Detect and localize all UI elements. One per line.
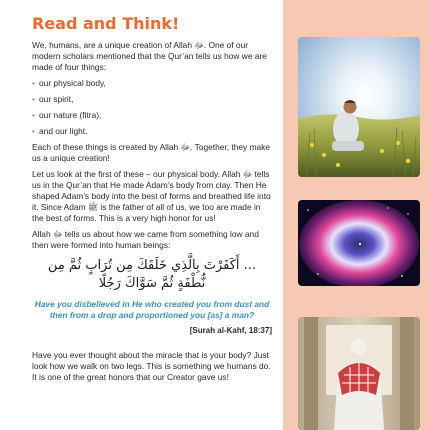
nebula-eye-photo bbox=[298, 200, 420, 286]
arabic-verse: ... أَكَفَرْتَ بِالَّذِي خَلَقَكَ مِن تُرَابٍ ثُمَّ مِن نُّطْفَةٍ ثُمَّ سَوَّاكَ رَجُلًا bbox=[47, 258, 257, 291]
after-list-paragraph: Each of these things is created by Allah ﷻ. Together, they make us a unique creation! bbox=[32, 142, 271, 163]
intro-paragraph: We, humans, are a unique creation of Allah ﷻ. One of our modern scholars mentioned that the Qur’an tells us how we are made of four things: bbox=[32, 40, 267, 72]
verse-intro-paragraph: Allah ﷻ tells us about how we came from something low and then were formed into human beings: bbox=[32, 229, 259, 250]
list-item: • and our light. bbox=[32, 126, 272, 137]
verse-reference: [Surah al-Kahf, 18:37] bbox=[189, 326, 272, 335]
four-things-list bbox=[32, 78, 272, 137]
closing-paragraph: Have you ever thought about the miracle that is your body? Just look how we walk on two legs. This is something we humans do. It is one of the great honors that our Creator gave us! bbox=[32, 350, 271, 382]
page-title: Read and Think! bbox=[32, 14, 180, 33]
verse-translation: Have you disbelieved in He who created you from dust and then from a drop and proportioned you [as] a man? bbox=[34, 299, 270, 320]
list-item: • our spirit, bbox=[32, 94, 272, 105]
list-item: • our physical body, bbox=[32, 78, 272, 89]
list-item: • our nature (fitra), bbox=[32, 110, 272, 121]
boy-in-keffiyeh-photo bbox=[298, 317, 420, 430]
man-sitting-in-field-photo bbox=[298, 37, 420, 177]
main-content bbox=[32, 14, 272, 388]
body-paragraph: Let us look at the first of these – our physical body. Allah ﷻ tells us in the Qur’an that He made Adam’s body from clay. Then He shaped Adam’s body into the best of forms and breathed life into it. Since Adam ﷺ is the father of all of us, we too are made in the best of forms. This is a very high honor for us! bbox=[32, 169, 271, 223]
